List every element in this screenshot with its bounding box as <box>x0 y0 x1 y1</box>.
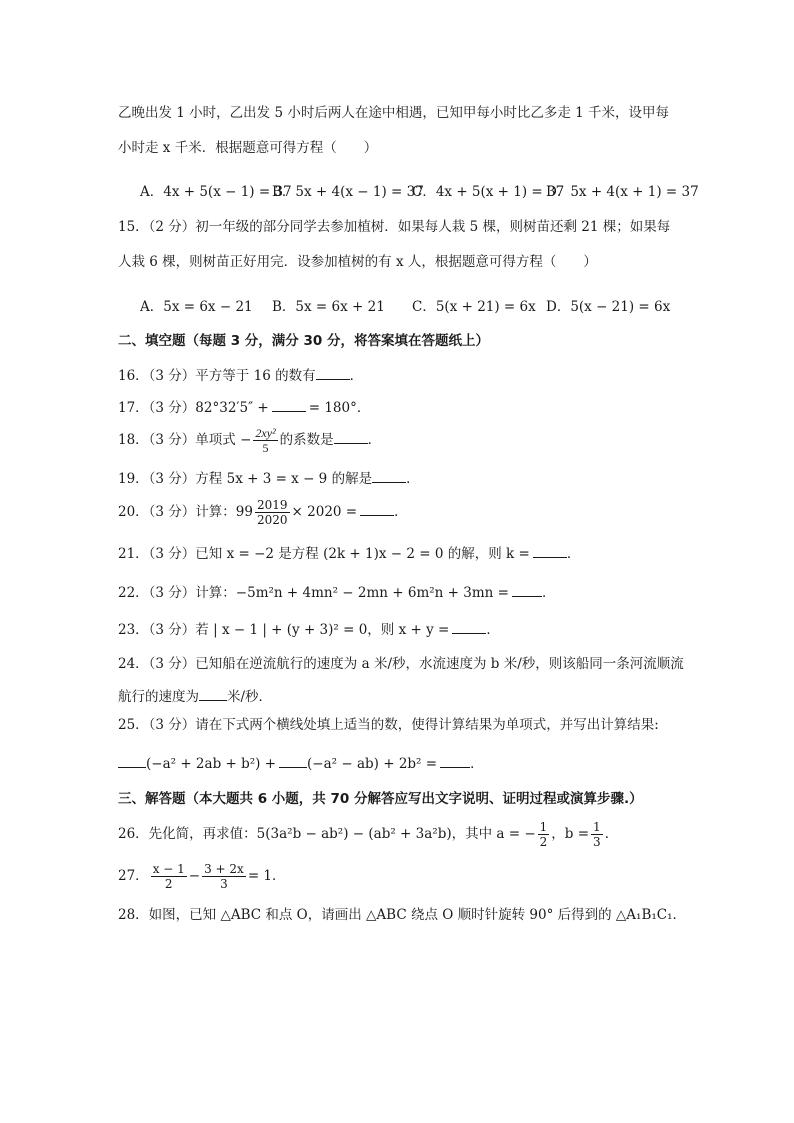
q16-text: 16．（3 分）平方等于 16 的数有 <box>118 368 316 384</box>
q17-blank <box>272 397 306 412</box>
q27-tail: = 1． <box>247 868 286 884</box>
question-19 <box>118 468 420 488</box>
q21-period: ． <box>566 546 581 562</box>
q25-line1: 25．（3 分）请在下式两个横线处填上适当的数，使得计算结果为单项式，并写出计算结果: <box>118 717 659 733</box>
q15-option-d: D．5(x − 21) = 6x <box>546 299 671 315</box>
q18-period: ． <box>367 432 382 448</box>
q17-text: 17．（3 分）82°32′5″ + <box>118 400 269 416</box>
q18-denominator: 5 <box>262 441 269 455</box>
q24-text: 航行的速度为 <box>118 689 199 705</box>
q24-line1: 24．（3 分）已知船在逆流航行的速度为 a 米/秒，水流速度为 b 米/秒，则该船同一条河流顺流 <box>118 656 684 672</box>
question-26 <box>118 816 618 852</box>
q16-period: ． <box>349 368 364 384</box>
q25-expr-1: (−a² + 2ab + b²) + <box>146 756 277 772</box>
q26-a-fraction <box>538 820 550 849</box>
q27-label: 27． <box>118 868 149 884</box>
q26-a-denominator: 2 <box>539 835 548 849</box>
question-28: 28．如图，已知 △ABC 和点 O，请画出 △ABC 绕点 O 顺时针旋转 90° 后得到的 △A₁B₁C₁． <box>118 907 687 923</box>
question-20 <box>118 496 408 528</box>
q23-blank <box>452 619 486 634</box>
q15-line2: 人栽 6 棵，则树苗正好用完．设参加植树的有 x 人，根据题意可得方程（ ） <box>118 254 597 270</box>
q20-tail: × 2020 = <box>291 504 358 520</box>
q20-period: ． <box>394 504 408 520</box>
q15-option-b: B．5x = 6x + 21 <box>272 299 385 315</box>
q25-blank-2 <box>279 753 307 768</box>
q26-text: 26．先化简，再求值：5(3a²b − ab²) − (ab² + 3a²b)，其中 a = − <box>118 826 536 842</box>
q20-denominator: 2020 <box>257 513 288 527</box>
q27-minus: − <box>188 868 201 884</box>
q27-fraction-2 <box>202 862 246 891</box>
q24-blank <box>199 686 227 701</box>
question-27 <box>118 858 286 894</box>
q27-f1-numerator: x − 1 <box>152 862 185 876</box>
q26-a-numerator: 1 <box>539 820 548 834</box>
q19-text: 19．（3 分）方程 5x + 3 = x − 9 的解是 <box>118 471 373 487</box>
q20-fraction <box>255 498 290 527</box>
q14-line2: 小时走 x 千米．根据题意可得方程（ ） <box>118 140 378 156</box>
q27-f2-denominator: 3 <box>220 877 228 891</box>
q20-numerator: 2019 <box>257 498 288 512</box>
q21-blank <box>533 543 567 558</box>
question-17 <box>118 397 370 417</box>
q15-option-a: A．5x = 6x − 21 <box>140 299 253 315</box>
question-22 <box>118 582 555 602</box>
q15-option-c: C．5(x + 21) = 6x <box>412 299 536 315</box>
q19-blank <box>372 468 406 483</box>
q25-line2 <box>118 753 484 773</box>
q26-b-denominator: 3 <box>593 835 601 849</box>
q14-option-d: D．5x + 4(x + 1) = 37 <box>546 184 699 200</box>
q26-period: ． <box>604 826 619 842</box>
q14-option-a: A．4x + 5(x − 1) = 37 <box>140 184 292 200</box>
question-16 <box>118 365 363 385</box>
q18-numerator: 2xy² <box>255 426 276 440</box>
q26-b-fraction <box>591 820 603 849</box>
q26-middle: ，b = <box>551 826 590 842</box>
q15-line1: 15．（2 分）初一年级的部分同学去参加植树．如果每人栽 5 棵，则树苗还剩 21 棵；如果每 <box>118 219 671 235</box>
q22-blank <box>512 582 542 597</box>
q27-f2-numerator: 3 + 2x <box>204 862 244 876</box>
q25-expr-2: (−a² − ab) + 2b² = <box>307 756 438 772</box>
q18-blank <box>334 429 368 444</box>
question-21 <box>118 543 580 563</box>
q18-text: 18．（3 分）单项式 − <box>118 432 252 448</box>
q27-f1-denominator: 2 <box>164 877 173 891</box>
question-18 <box>118 424 381 456</box>
section-2-heading: 二、填空题（每题 3 分，满分 30 分，将答案填在答题纸上） <box>118 333 489 349</box>
q14-option-b: B．5x + 4(x − 1) = 37 <box>272 184 424 200</box>
q20-text: 20．（3 分）计算：99 <box>118 504 253 520</box>
q18-fraction <box>253 426 277 455</box>
q20-blank <box>360 501 394 516</box>
q27-fraction-1 <box>151 862 187 891</box>
q25-blank-1 <box>118 753 146 768</box>
q23-period: ． <box>486 622 500 638</box>
q22-text: 22．（3 分）计算：−5m²n + 4mn² − 2mn + 6m²n + 3mn = <box>118 585 509 601</box>
q25-blank-3 <box>440 753 470 768</box>
q21-text: 21．（3 分）已知 x = −2 是方程 (2k + 1)x − 2 = 0 的解，则 k = <box>118 546 530 562</box>
q18-tail: 的系数是 <box>279 432 334 448</box>
q19-period: ． <box>406 471 420 487</box>
q24-tail: 米/秒． <box>227 689 273 705</box>
q26-b-numerator: 1 <box>593 820 601 834</box>
q17-tail: = 180°． <box>308 400 371 416</box>
q24-line2 <box>118 686 272 706</box>
q22-period: ． <box>541 585 556 601</box>
question-23 <box>118 619 500 639</box>
q16-blank <box>316 365 350 380</box>
section-3-heading: 三、解答题（本大题共 6 小题，共 70 分解答应写出文字说明、证明过程或演算步骤.） <box>118 791 643 807</box>
q14-option-c: C．4x + 5(x + 1) = 37 <box>412 184 565 200</box>
q25-period: ． <box>470 756 484 772</box>
q14-line1: 乙晚出发 1 小时，乙出发 5 小时后两人在途中相遇，已知甲每小时比乙多走 1 千米，设甲每 <box>118 105 670 121</box>
q23-text: 23．（3 分）若 | x − 1 | + (y + 3)² = 0，则 x + y = <box>118 622 450 638</box>
